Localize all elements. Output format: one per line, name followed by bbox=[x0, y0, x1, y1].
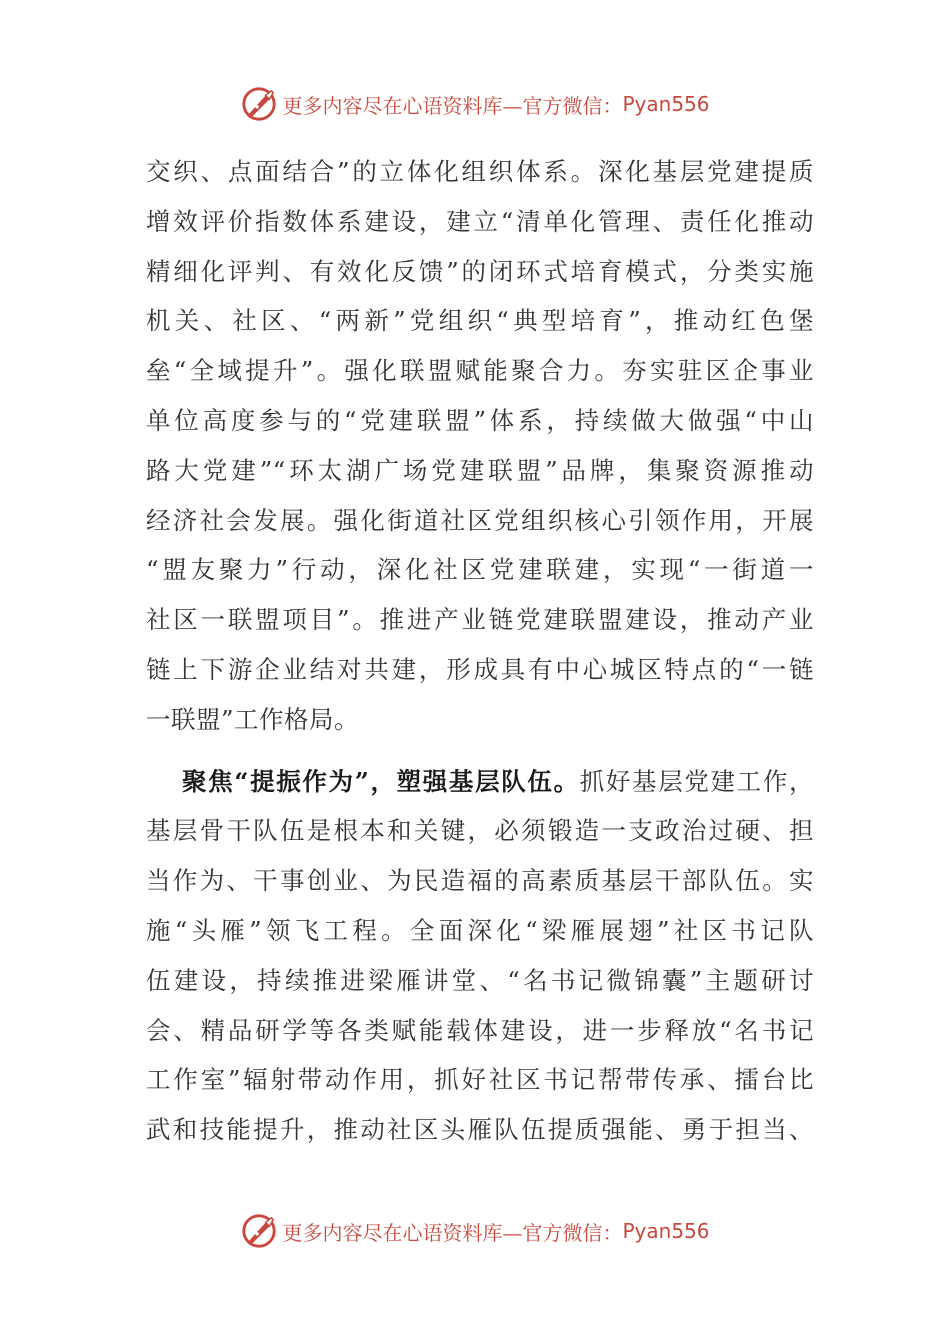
pen-nib-logo-icon bbox=[240, 85, 278, 123]
text-line: 武和技能提升，推动社区头雁队伍提质强能、勇于担当、 bbox=[146, 1115, 814, 1145]
text-line: 一联盟”工作格局。 bbox=[146, 704, 360, 734]
footer-wechat-id: Pyan556 bbox=[622, 1219, 710, 1243]
text-line: 机关、社区、“两新”党组织“典型培育”，推动红色堡 bbox=[146, 306, 814, 336]
footer-banner-text: 更多内容尽在心语资料库—官方微信： bbox=[282, 1220, 623, 1245]
text-line: 当作为、干事创业、为民造福的高素质基层干部队伍。实 bbox=[146, 866, 814, 896]
paragraph-1 bbox=[146, 147, 814, 745]
text-line: 垒“全域提升”。强化联盟赋能聚合力。夯实驻区企事业 bbox=[146, 356, 814, 386]
header-banner bbox=[0, 84, 950, 124]
text-span: 抓好基层党建工作， bbox=[579, 766, 815, 796]
text-line: 经济社会发展。强化街道社区党组织核心引领作用，开展 bbox=[146, 505, 814, 535]
text-line: 增效评价指数体系建设，建立“清单化管理、责任化推动 bbox=[146, 206, 814, 236]
text-line: 链上下游企业结对共建，形成具有中心城区特点的“一链 bbox=[146, 654, 814, 684]
text-line-first bbox=[146, 757, 814, 807]
pen-nib-logo-icon bbox=[240, 1212, 278, 1250]
paragraph-heading: 聚焦“提振作为”，塑强基层队伍。 bbox=[182, 766, 580, 796]
text-line: 交织、点面结合”的立体化组织体系。深化基层党建提质 bbox=[146, 157, 814, 186]
header-banner-text: 更多内容尽在心语资料库—官方微信： bbox=[282, 93, 623, 118]
document-body bbox=[146, 147, 814, 1155]
text-line: 基层骨干队伍是根本和关键，必须锻造一支政治过硬、担 bbox=[146, 816, 814, 846]
text-line: 会、精品研学等各类赋能载体建设，进一步释放“名书记 bbox=[146, 1015, 814, 1045]
text-line: 精细化评判、有效化反馈”的闭环式培育模式，分类实施 bbox=[146, 256, 814, 286]
text-line: 伍建设，持续推进梁雁讲堂、“名书记微锦囊”主题研讨 bbox=[146, 965, 814, 995]
text-line: 社区一联盟项目”。推进产业链党建联盟建设，推动产业 bbox=[146, 605, 814, 635]
header-wechat-id: Pyan556 bbox=[622, 92, 710, 116]
text-line: 单位高度参与的“党建联盟”体系，持续做大做强“中山 bbox=[146, 405, 814, 435]
text-line: “盟友聚力”行动，深化社区党建联建，实现“一街道一 bbox=[146, 555, 814, 585]
text-line: 施“头雁”领飞工程。全面深化“梁雁展翅”社区书记队 bbox=[146, 915, 814, 945]
text-line: 工作室”辐射带动作用，抓好社区书记帮带传承、擂台比 bbox=[146, 1065, 814, 1095]
text-line: 路大党建”“环太湖广场党建联盟”品牌，集聚资源推动 bbox=[146, 455, 814, 485]
footer-banner bbox=[0, 1211, 950, 1251]
paragraph-2 bbox=[146, 757, 814, 1155]
